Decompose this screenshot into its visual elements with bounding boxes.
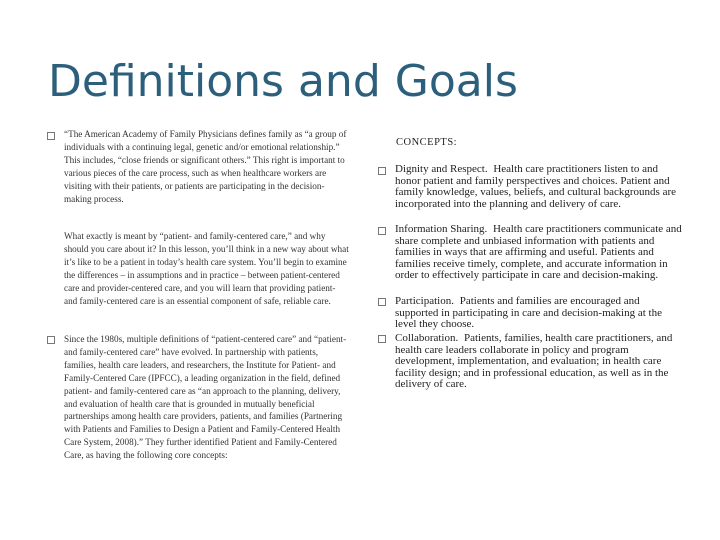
concept-lead: Information Sharing. (395, 223, 488, 235)
concept-text: Health care practitioners communicate and share complete and unbiased information with patients and families in ways that are affirming and useful. Patients and families receive timely, complete, and accurate information in order to effectively participate in care and decision-making. (395, 223, 682, 282)
square-bullet-icon (378, 298, 386, 306)
concept-lead: Collaboration. (395, 332, 459, 344)
concepts-heading: CONCEPTS: (396, 137, 458, 148)
square-bullet-icon (378, 335, 386, 343)
left-paragraph-ipfcc-definition: Since the 1980s, multiple definitions of “patient-centered care” and “patient- and family-centered care” have evolved. In partnership with patients, families, health care leaders, and researchers, the Institute for Patient- and Family-Centered Care (IPFCC), a leading organization in the field, defined patient- and family-centered care as “an approach to the planning, delivery, and evaluation of health care that is grounded in mutually beneficial partnerships among health care providers, patients, and families (Partnering with Patients and Families to Design a Patient and Family-Centered Health Care System, 2008).” They further identified Patient and Family-Centered Care, as having the following core concepts: (64, 334, 347, 461)
square-bullet-icon (47, 336, 55, 344)
concept-lead: Participation. (395, 295, 454, 307)
slide-title: Definitions and Goals (48, 56, 518, 107)
concept-text: Patients and families are encouraged and supported in participating in care and decision-making at the level they choose. (395, 295, 662, 331)
concept-item-dignity (395, 164, 685, 210)
concept-lead: Dignity and Respect. (395, 163, 488, 175)
square-bullet-icon (378, 167, 386, 175)
concept-item-participation (395, 296, 685, 331)
square-bullet-icon (378, 227, 386, 235)
square-bullet-icon (47, 132, 55, 140)
left-paragraph-lesson-intro: What exactly is meant by “patient- and family-centered care,” and why should you care about it? In this lesson, you’ll think in a new way about what it’s like to be a patient in today’s health care system. You’ll begin to examine the differences – in assumptions and in practice – between patient-centered care and provider-centered care, and you will learn that providing patient- and family-centered care is an essential component of safe, reliable care. (64, 231, 349, 306)
left-paragraph-aafp-definition: “The American Academy of Family Physicians defines family as “a group of individuals with a continuing legal, genetic and/or emotional relationship.” This includes, “close friends or significant others.” This right is important to various pieces of the care process, such as when healthcare workers are visiting with their patients, or patients are participating in the decision-making process. (64, 129, 347, 204)
concept-item-collaboration (395, 333, 685, 391)
concept-item-information-sharing (395, 224, 685, 282)
concept-text: Health care practitioners listen to and honor patient and family perspectives and choices. Patient and family knowledge, values, beliefs, and cultural backgrounds are incorporated into the planning and delivery of care. (395, 163, 677, 210)
concept-text: Patients, families, health care practitioners, and health care leaders collaborate in policy and program development, implementation, and evaluation; in health care facility design; and in professional education, as well as in the delivery of care. (395, 332, 673, 391)
